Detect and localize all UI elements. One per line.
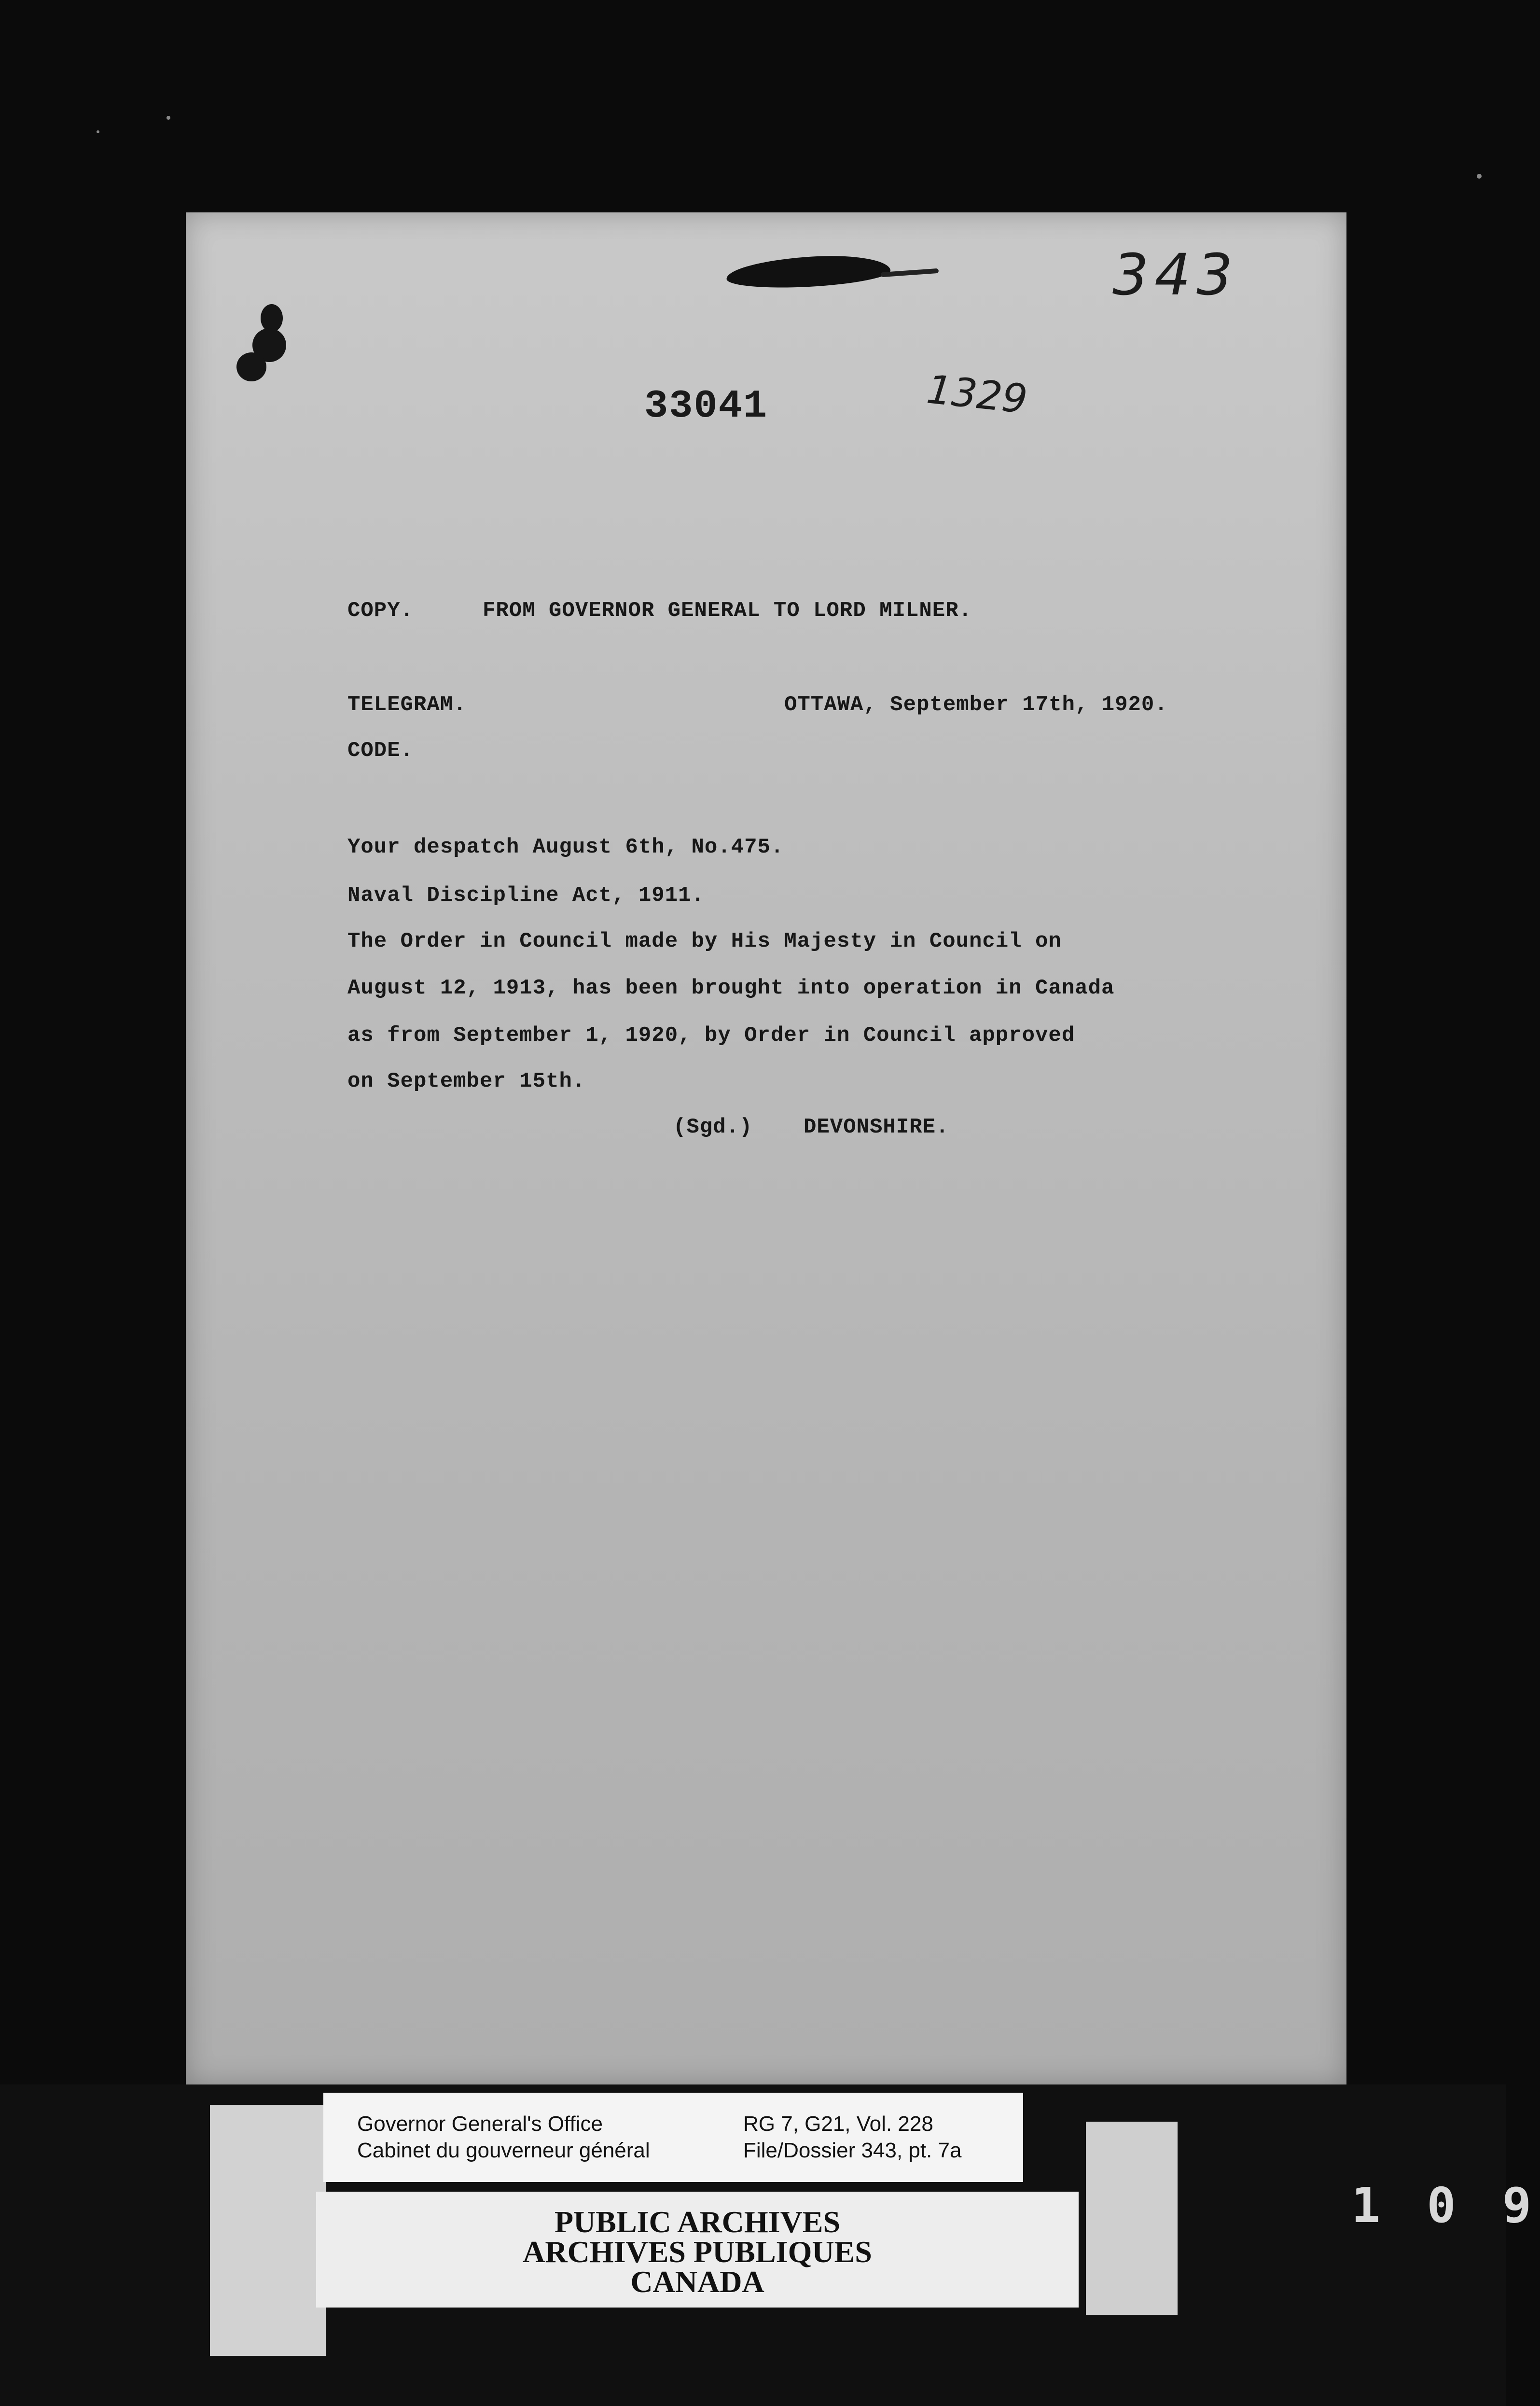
code-label: CODE. (347, 739, 414, 763)
mount-clip (1086, 2122, 1178, 2315)
punch-hole (261, 304, 283, 332)
signature-name: DEVONSHIRE. (804, 1115, 949, 1139)
office-name-en: Governor General's Office (357, 2112, 603, 2136)
film-speck (1477, 174, 1482, 179)
archives-label (316, 2192, 1079, 2308)
body-line: The Order in Council made by His Majesty in Council on (347, 929, 1062, 953)
office-name-fr: Cabinet du gouverneur général (357, 2139, 650, 2162)
handwritten-folio-number: 343 (1112, 241, 1239, 308)
archives-name-fr: ARCHIVES PUBLIQUES (523, 2235, 872, 2269)
film-speck (97, 130, 99, 133)
archives-name-en: PUBLIC ARCHIVES (554, 2205, 841, 2239)
signature-prefix: (Sgd.) (673, 1115, 753, 1139)
record-group-reference: RG 7, G21, Vol. 228 (743, 2112, 933, 2136)
handwritten-document-number: 1329 (924, 366, 1030, 423)
document-heading: FROM GOVERNOR GENERAL TO LORD MILNER. (483, 599, 972, 623)
film-speck (166, 116, 170, 120)
mount-clip (210, 2105, 326, 2356)
microfilm-frame-number: 1 0 9 (1351, 2177, 1540, 2234)
archives-country: CANADA (630, 2265, 764, 2299)
body-line: Naval Discipline Act, 1911. (347, 883, 705, 908)
body-line: August 12, 1913, has been brought into operation in Canada (347, 976, 1115, 1000)
document-page (186, 212, 1346, 2085)
telegram-label: TELEGRAM. (347, 693, 467, 717)
copy-label: COPY. (347, 599, 414, 623)
registry-stamp-number: 33041 (644, 384, 768, 429)
body-line: on September 15th. (347, 1069, 586, 1093)
place-date: OTTAWA, September 17th, 1920. (784, 693, 1168, 717)
ink-smudge (726, 252, 891, 291)
body-line: Your despatch August 6th, No.475. (347, 835, 784, 859)
punch-hole (236, 352, 266, 381)
archive-reference-label (323, 2093, 1023, 2182)
file-reference: File/Dossier 343, pt. 7a (743, 2139, 962, 2162)
body-line: as from September 1, 1920, by Order in Council approved (347, 1023, 1075, 1048)
